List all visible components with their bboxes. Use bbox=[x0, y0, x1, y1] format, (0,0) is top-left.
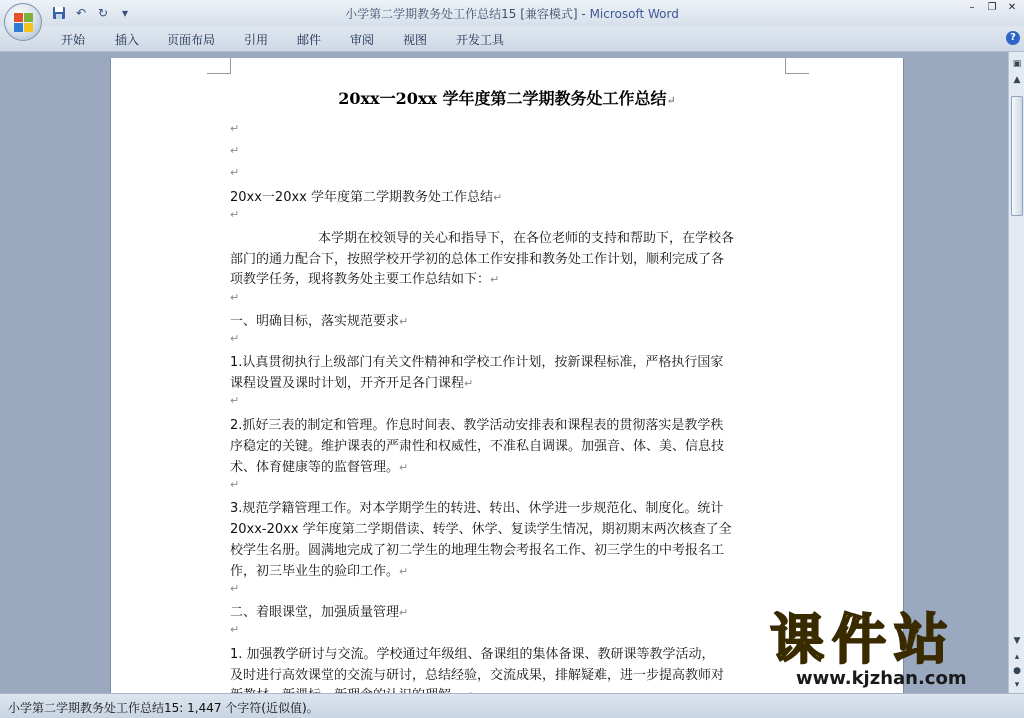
window-controls bbox=[966, 2, 1018, 13]
line-text: 序稳定的关键。维护课表的严肃性和权威性，不准私自调课。加强音、体、美、信息技 bbox=[230, 439, 725, 454]
document-line bbox=[230, 351, 723, 370]
line-text: 1.认真贯彻执行上级部门有关文件精神和学校工作计划，按新课程标准，严格执行国家 bbox=[230, 355, 724, 370]
paragraph-mark-icon: ↵ bbox=[230, 122, 240, 135]
empty-paragraph bbox=[230, 393, 239, 408]
paragraph-mark-icon: ↵ bbox=[230, 208, 240, 221]
line-text: 20xx-20xx 学年度第二学期借读、转学、休学、复读学生情况，期初期末两次核查了全 bbox=[230, 522, 732, 537]
line-text: 1. 加强教学研讨与交流。学校通过年级组、备课组的集体备课、教研课等教学活动， bbox=[230, 647, 715, 662]
tab-page-layout[interactable]: 页面布局 bbox=[167, 33, 216, 47]
crop-mark-right bbox=[785, 58, 809, 74]
scroll-thumb[interactable] bbox=[1011, 96, 1023, 216]
paragraph-mark-icon: ↵ bbox=[230, 144, 240, 157]
word-count-status[interactable]: 小学第二学期教务处工作总结15: 1,447 个字符(近似值)。 bbox=[8, 701, 319, 715]
document-line bbox=[230, 268, 499, 287]
previous-page-icon[interactable]: ▴ bbox=[1014, 652, 1020, 662]
document-line bbox=[230, 643, 715, 662]
line-text: 二、着眼课堂，加强质量管理 bbox=[230, 605, 400, 620]
paragraph-mark-icon: ↵ bbox=[230, 394, 240, 407]
empty-paragraph bbox=[230, 121, 239, 136]
tab-references[interactable]: 引用 bbox=[244, 33, 269, 47]
scroll-up-icon[interactable]: ▲ bbox=[1013, 75, 1021, 85]
document-line bbox=[230, 186, 502, 205]
vertical-scrollbar[interactable] bbox=[1008, 52, 1024, 693]
help-icon[interactable]: ? bbox=[1006, 31, 1020, 45]
line-text: 项教学任务，现将教务处主要工作总结如下： bbox=[230, 272, 491, 287]
select-browse-object-icon[interactable]: ● bbox=[1013, 666, 1021, 676]
watermark bbox=[770, 608, 1008, 692]
tab-developer[interactable]: 开发工具 bbox=[456, 33, 505, 47]
empty-paragraph bbox=[230, 331, 239, 346]
line-text: 作，初三毕业生的验印工作。 bbox=[230, 564, 400, 579]
restore-icon[interactable]: ❐ bbox=[987, 2, 997, 13]
app-name: Microsoft Word bbox=[589, 7, 679, 21]
line-text: 本学期在校领导的关心和指导下，在各位老师的支持和帮助下，在学校各 bbox=[318, 231, 735, 246]
empty-paragraph bbox=[230, 581, 239, 596]
redo-icon[interactable]: ↻ bbox=[97, 6, 109, 20]
line-text: 校学生名册。圆满地完成了初二学生的地理生物会考报名工作、初三学生的中考报名工 bbox=[230, 543, 725, 558]
paragraph-mark-icon: ↵ bbox=[399, 565, 409, 578]
tab-review[interactable]: 审阅 bbox=[350, 33, 375, 47]
document-line bbox=[230, 310, 408, 329]
document-line bbox=[230, 372, 473, 391]
paragraph-mark-icon: ↵ bbox=[230, 623, 240, 636]
paragraph-mark-icon: ↵ bbox=[230, 291, 240, 304]
line-text: 3.规范学籍管理工作。对本学期学生的转进、转出、休学进一步规范化、制度化。统计 bbox=[230, 501, 724, 516]
paragraph-mark-icon: ↵ bbox=[399, 315, 409, 328]
empty-paragraph bbox=[230, 477, 239, 492]
paragraph-mark-icon: ↵ bbox=[493, 191, 503, 204]
document-line bbox=[230, 248, 724, 267]
paragraph-mark-icon: ↵ bbox=[230, 478, 240, 491]
paragraph-mark-icon: ↵ bbox=[490, 273, 500, 286]
paragraph-mark-icon: ↵ bbox=[399, 461, 409, 474]
paragraph-mark-icon: ↵ bbox=[464, 377, 474, 390]
line-text: 及时进行高效课堂的交流与研讨，总结经验，交流成果，排解疑难，进一步提高教师对 bbox=[230, 668, 725, 683]
empty-paragraph bbox=[230, 165, 239, 180]
watermark-url: www.kjzhan.com bbox=[796, 668, 967, 689]
document-line bbox=[230, 518, 732, 537]
document-line bbox=[230, 664, 724, 683]
office-button[interactable] bbox=[4, 3, 42, 41]
document-line bbox=[230, 435, 724, 454]
tab-view[interactable]: 视图 bbox=[403, 33, 428, 47]
next-page-icon[interactable]: ▾ bbox=[1014, 680, 1020, 690]
line-text: 部门的通力配合下，按照学校开学初的总体工作安排和教务处工作计划，顺利完成了各 bbox=[230, 252, 725, 267]
crop-mark-left bbox=[207, 58, 231, 74]
document-line bbox=[230, 227, 734, 246]
minimize-icon[interactable]: – bbox=[969, 2, 975, 13]
ribbon-tabs bbox=[0, 26, 1024, 52]
paragraph-mark-icon: ↵ bbox=[230, 166, 240, 179]
title-bar bbox=[0, 0, 1024, 26]
undo-icon[interactable]: ↶ bbox=[75, 6, 87, 20]
document-line bbox=[230, 456, 408, 475]
line-text: 一、明确目标，落实规范要求 bbox=[230, 314, 400, 329]
line-text: 课程设置及课时计划，开齐开足各门课程 bbox=[230, 376, 465, 391]
window-title bbox=[0, 5, 1024, 22]
document-line bbox=[230, 414, 723, 433]
document-line bbox=[230, 560, 408, 579]
line-text: 20xx一20xx 学年度第二学期教务处工作总结 bbox=[230, 190, 493, 205]
empty-paragraph bbox=[230, 207, 239, 222]
empty-paragraph bbox=[230, 143, 239, 158]
close-icon[interactable]: ✕ bbox=[1007, 2, 1017, 13]
status-bar bbox=[0, 693, 1024, 718]
document-name: 小学第二学期教务处工作总结15 [兼容模式] bbox=[345, 7, 578, 21]
paragraph-mark-icon: ↵ bbox=[230, 332, 240, 345]
empty-paragraph bbox=[230, 290, 239, 305]
line-text: 术、体育健康等的监督管理。 bbox=[230, 460, 400, 475]
title-separator: - bbox=[577, 7, 590, 21]
paragraph-mark-icon: ↵ bbox=[399, 606, 409, 619]
document-line bbox=[230, 601, 408, 620]
tab-mailings[interactable]: 邮件 bbox=[297, 33, 322, 47]
scroll-down-icon[interactable]: ▼ bbox=[1013, 636, 1021, 646]
ruler-toggle-icon[interactable]: ▣ bbox=[1012, 59, 1022, 69]
document-title: 20xx一20xx 学年度第二学期教务处工作总结↵ bbox=[338, 89, 676, 108]
customize-qat-icon[interactable]: ▾ bbox=[121, 6, 129, 20]
watermark-logo: 课件站 bbox=[770, 608, 956, 671]
document-line bbox=[230, 539, 724, 558]
tab-home[interactable]: 开始 bbox=[61, 33, 86, 47]
line-text: 2.抓好三表的制定和管理。作息时间表、教学活动安排表和课程表的贯彻落实是教学秩 bbox=[230, 418, 724, 433]
empty-paragraph bbox=[230, 622, 239, 637]
office-logo-icon bbox=[14, 13, 34, 33]
paragraph-mark-icon: ↵ bbox=[230, 582, 240, 595]
tab-insert[interactable]: 插入 bbox=[115, 33, 140, 47]
document-line bbox=[230, 497, 723, 516]
